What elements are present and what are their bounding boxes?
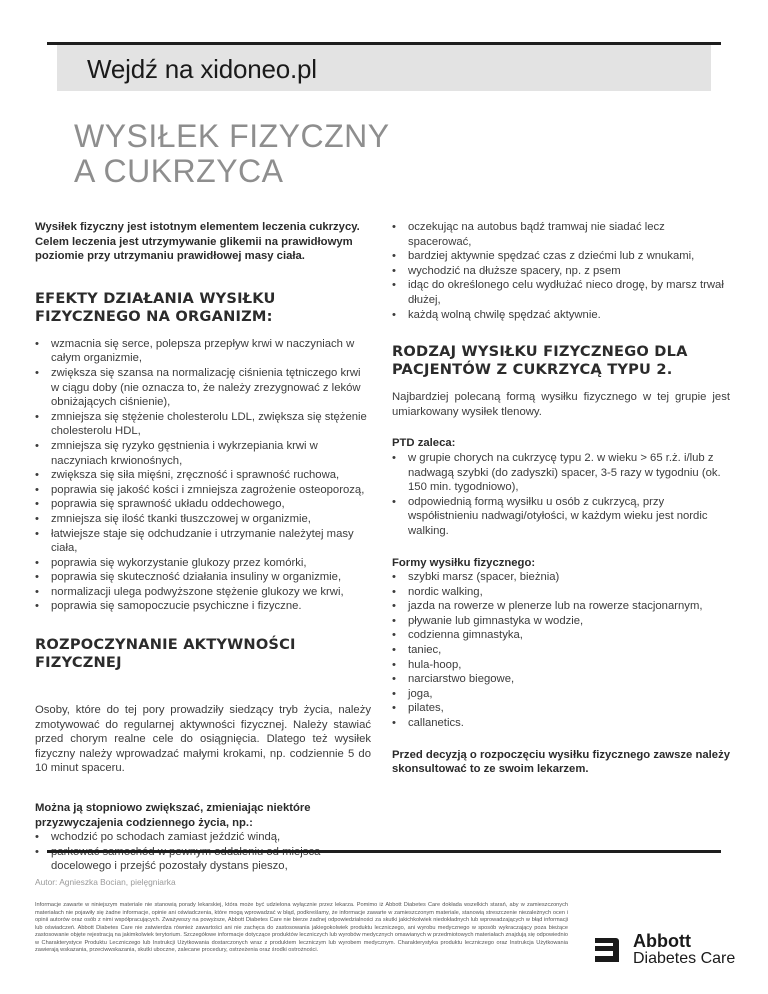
list-item: • narciarstwo biegowe, <box>392 672 730 687</box>
disclaimer-text: Informacje zawarte w niniejszym materiale nie stanowią porady lekarskiej, która może być udzielona wyłącznie przez lekarza. Pomimo iż Abbott Diabetes Care dokłada wszelkich starań, aby w zamieszczonych materiałach nie pojawiły się żadne informacje, opinie ani oświadczenia, które mogą wprowadzać w błąd, podkreślamy, że informacje zawarte w zamieszczonym materiale, stanowią streszczenie niezależnych ocen i opinii autorów oraz osób z nimi współpracujących. Zważywszy na powyższe, Abbott Diabetes Care nie bierze żadnej odpowiedzialności za skutki jakichkolwiek niedokładnych lub wprowadzających w błąd informacji lub oświadczeń. Abbott Diabetes Care nie zatwierdza również zawartości ani nie zachęca do zastosowania jakiegokolwiek produktu leczniczego, ani wyrobu medycznego w sposób wykraczający poza bieżące zastosowanie objęte rejestracją na jakimkolwiek terytorium. Szczegółowe informacje dotyczące produktów leczniczych lub wyrobów medycznych omawianych w przedmiotowych materiałach znajdują się odpowiednio w Charakterystyce Produktu Leczniczego lub Instrukcji Użytkowania dostarczonych wraz z produktem leczniczym lub wyrobem medycznym. Charakterystyka produktu leczniczego oraz Instrukcja Użytkowania zawierają wskazania, przeciwwskazania, skutki uboczne, zalecane procedury, ostrzeżenia oraz środki ostrożności. <box>35 902 568 953</box>
list-item: • normalizacji ulega podwyższone stężenie glukozy we krwi, <box>35 585 371 600</box>
left-column <box>35 220 371 874</box>
list-item: • zwiększa się szansa na normalizację ciśnienia tętniczego krwi w ciągu doby (nie oznacza to, że należy zrezygnować z leków obniżających ciśnienie), <box>35 366 371 410</box>
page-title <box>74 119 390 189</box>
type-paragraph: Najbardziej polecaną formą wysiłku fizycznego w tej grupie jest umiarkowany wysiłek tlenowy. <box>392 391 730 418</box>
list-item: • zwiększa się siła mięśni, zręczność i sprawność ruchowa, <box>35 468 371 483</box>
list-item: • hula-hoop, <box>392 658 730 673</box>
list-item: • wchodzić po schodach zamiast jeździć windą, <box>35 830 371 845</box>
list-item: • zmniejsza się ryzyko gęstnienia i wykrzepiania krwi w naczyniach krwionośnych, <box>35 439 371 468</box>
right-column <box>392 220 730 777</box>
list-item: • idąc do określonego celu wydłużać nieco drogę, by marsz trwał dłużej, <box>392 278 730 307</box>
effects-heading: EFEKTY DZIAŁANIA WYSIŁKU FIZYCZNEGO NA ORGANIZM: <box>35 289 276 325</box>
list-item: • łatwiejsze staje się odchudzanie i utrzymanie należytej masy ciała, <box>35 527 371 556</box>
forms-list <box>392 570 730 731</box>
list-item: • zmniejsza się stężenie cholesterolu LDL, zwiększa się stężenie cholesterolu HDL, <box>35 410 371 439</box>
list-item: • docelowego i przejść pozostały dystans pieszo, <box>35 845 371 874</box>
list-item: • joga, <box>392 687 730 702</box>
list-item: • callanetics. <box>392 716 730 731</box>
website-banner <box>57 45 711 91</box>
list-item: • zmniejsza się ilość tkanki tłuszczowej w organizmie, <box>35 512 371 527</box>
list-item: • bardziej aktywnie spędzać czas z dziećmi lub z wnukami, <box>392 249 730 264</box>
logo-name: Abbott <box>633 931 691 951</box>
list-item: • codzienna gimnastyka, <box>392 628 730 643</box>
abbott-logo-icon <box>592 935 622 965</box>
start-heading: ROZPOCZYNANIE AKTYWNOŚCI FIZYCZNEJ <box>35 636 296 672</box>
list-item: • pilates, <box>392 701 730 716</box>
list-item: • każdą wolną chwilę spędzać aktywnie. <box>392 308 730 323</box>
intro-paragraph: Wysiłek fizyczny jest istotnym elementem leczenia cukrzycy. Celem leczenia jest utrzymywanie glikemii na prawidłowym poziomie przy utrzymaniu prawidłowej masy ciała. <box>35 221 360 263</box>
list-item: • poprawia się samopoczucie psychiczne i fizyczne. <box>35 599 371 614</box>
list-item: • taniec, <box>392 643 730 658</box>
list-item: • poprawia się jakość kości i zmniejsza zagrożenie osteoporozą, <box>35 483 371 498</box>
list-item: • oczekując na autobus bądź tramwaj nie siadać lecz spacerować, <box>392 220 730 249</box>
list-item: • odpowiednią formą wysiłku u osób z cukrzycą, przy współistnieniu nadwagi/otyłości, w każdym wieku jest nordic walking. <box>392 495 730 539</box>
habits-intro: Można ją stopniowo zwiększać, zmieniając niektóre przyzwyczajenia codziennego życia, np.: <box>35 802 311 829</box>
author-credit: Autor: Agnieszka Bocian, pielęgniarka <box>35 877 176 887</box>
list-item: • poprawia się wykorzystanie glukozy przez komórki, <box>35 556 371 571</box>
ptd-heading: PTD zaleca: <box>392 437 456 450</box>
bottom-rule <box>47 850 721 853</box>
list-item: • w grupie chorych na cukrzycę typu 2. w wieku > 65 r.ż. i/lub z nadwagą szybki (do zadyszki) spacer, 3-5 razy w tygodniu (ok. 150 min. tygodniowo), <box>392 451 730 495</box>
logo-subtitle: Diabetes Care <box>633 950 736 967</box>
list-item: • szybki marsz (spacer, bieżnia) <box>392 570 730 585</box>
abbott-logo <box>592 931 736 971</box>
list-item: • jazda na rowerze w plenerze lub na rowerze stacjonarnym, <box>392 599 730 614</box>
list-item: • wychodzić na dłuższe spacery, np. z psem <box>392 264 730 279</box>
habits-list-continued <box>392 220 730 322</box>
forms-heading: Formy wysiłku fizycznego: <box>392 556 536 569</box>
list-item: • nordic walking, <box>392 585 730 600</box>
start-paragraph: Osoby, które do tej pory prowadziły siedzący tryb życia, należy zmotywować do regularnej aktywności fizycznej. Należy stawiać przed chorym realne cele do osiągnięcia. Dlatego też wysiłek fizyczny należy wprowadzać małymi krokami, np. codziennie 5 do 10 minut spaceru. <box>35 704 371 775</box>
type-heading: RODZAJ WYSIŁKU FIZYCZNEGO DLA PACJENTÓW Z CUKRZYCĄ TYPU 2. <box>392 343 688 379</box>
list-item: • wzmacnia się serce, polepsza przepływ krwi w naczyniach w całym organizmie, <box>35 337 371 366</box>
list-item: • poprawia się skuteczność działania insuliny w organizmie, <box>35 570 371 585</box>
list-item: • pływanie lub gimnastyka w wodzie, <box>392 614 730 629</box>
banner-text: Wejdź na xidoneo.pl <box>87 54 317 84</box>
title-line-1: WYSIŁEK FIZYCZNY <box>74 118 390 154</box>
effects-list <box>35 337 371 614</box>
ptd-list <box>392 451 730 539</box>
list-item: • poprawia się sprawność układu oddechowego, <box>35 497 371 512</box>
closing-paragraph: Przed decyzją o rozpoczęciu wysiłku fizycznego zawsze należy skonsultować to ze swoim lekarzem. <box>392 748 730 776</box>
title-line-2: A CUKRZYCA <box>74 153 284 189</box>
